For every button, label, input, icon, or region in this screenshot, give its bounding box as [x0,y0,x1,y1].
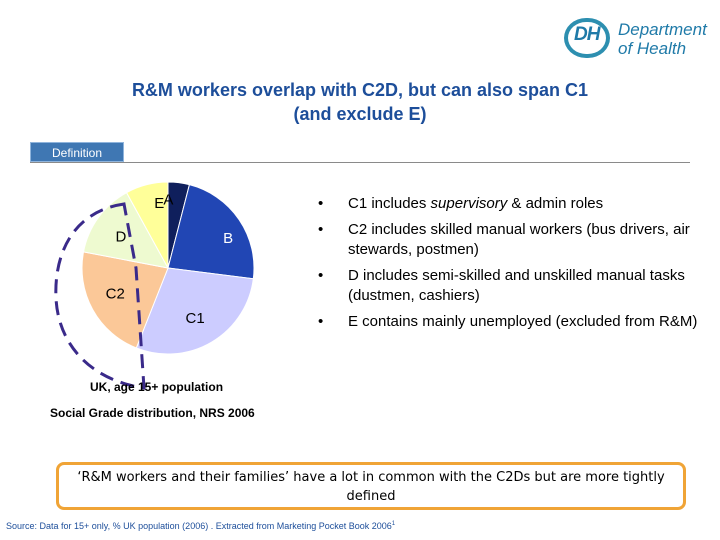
bullet-text: E contains mainly unemployed (excluded from R&M) [348,313,698,330]
pie-label-a: A [163,191,174,209]
pie-caption-population: UK, age 15+ population [90,380,224,394]
bullet-d [318,266,698,306]
bullet-c1 [318,194,698,214]
bullet-marker: • [318,313,324,330]
logo-wordmark [618,20,707,58]
pie-label-c1: C1 [185,309,205,327]
bullet-e [318,312,698,332]
section-divider [30,162,690,163]
bullet-c2 [318,220,698,260]
logo-mark: DH [574,24,600,45]
pie-label-d: D [115,228,127,246]
slide-title [40,78,680,126]
bullet-emphasis: supervisory [430,195,508,212]
pie-label-e: E [154,195,165,213]
bullet-text: C2 includes skilled manual workers (bus drivers, air stewards, postmen) [348,221,690,258]
bullet-text: C1 includes [348,195,431,212]
pie-caption-source: Social Grade distribution, NRS 2006 [50,406,255,420]
source-footnote [6,521,395,531]
definition-bullets [318,194,698,338]
social-grade-pie [40,168,290,398]
bullet-marker: • [318,267,324,284]
definition-tab: Definition [30,142,124,162]
title-line-2: (and exclude E) [293,104,427,124]
bullet-text: D includes semi-skilled and unskilled manual tasks (dustmen, cashiers) [348,267,685,304]
bullet-marker: • [318,221,324,238]
logo-line-2: of Health [618,39,687,58]
bullet-marker: • [318,195,324,212]
bullet-text-end: & admin roles [507,195,604,212]
source-superscript: 1 [391,521,396,527]
summary-callout: ‘R&M workers and their families’ have a lot in common with the C2Ds but are more tightly defined [56,462,686,510]
pie-label-c2: C2 [105,285,125,303]
source-text: Source: Data for 15+ only, % UK population (2006) . Extracted from Marketing Pocket Book 2006 [6,521,392,531]
department-of-health-logo [556,10,716,66]
title-line-1: R&M workers overlap with C2D, but can also span C1 [131,80,589,100]
pie-label-b: B [223,230,234,248]
logo-line-1: Department [618,20,707,39]
